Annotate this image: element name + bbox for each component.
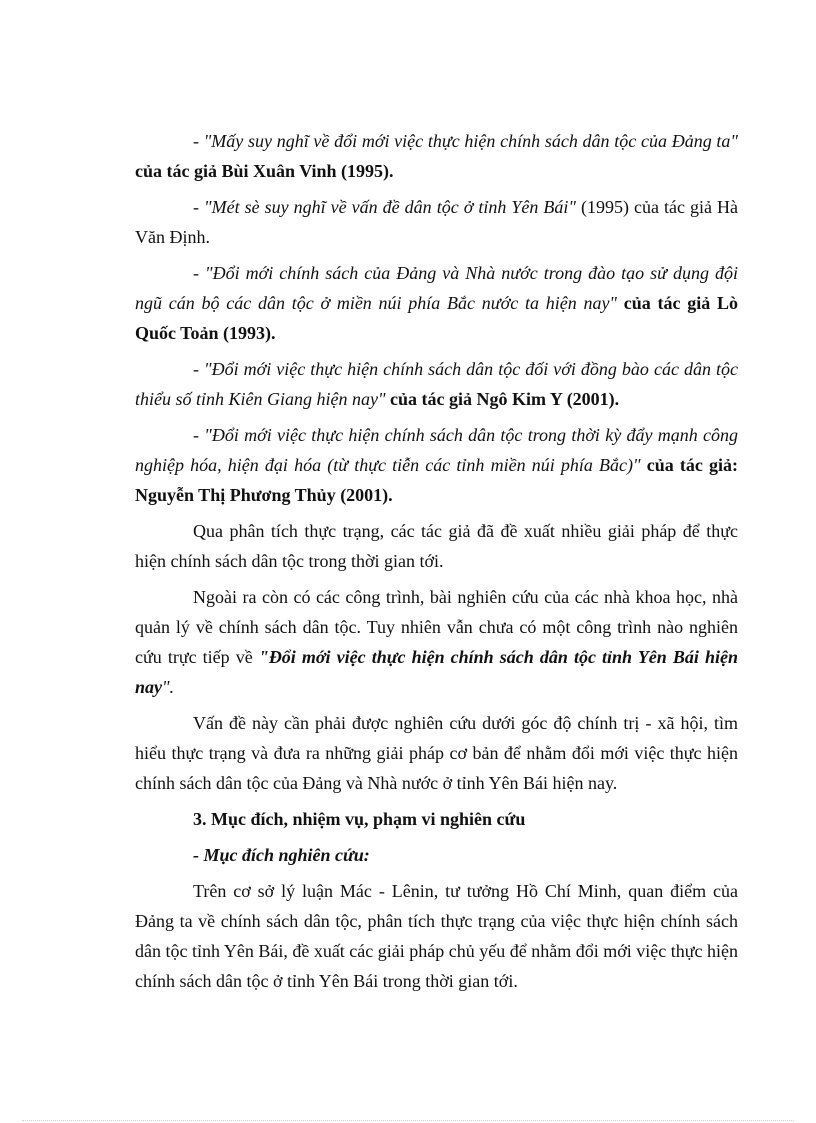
reference-item [135,258,738,348]
section-heading: 3. Mục đích, nhiệm vụ, phạm vi nghiên cứu [193,809,526,829]
quote-mark: " [258,647,269,667]
paragraph-analysis: Qua phân tích thực trạng, các tác giả đã đề xuất nhiều giải pháp để thực hiện chính sách dân tộc trong thời gian tới. [135,521,738,571]
document-page [135,126,738,1002]
ref-author: của tác giả Bùi Xuân Vinh (1995). [135,161,394,181]
reference-item [135,420,738,510]
ref-dash: - [193,131,204,151]
paragraph-other-works [135,582,738,702]
ref-author: của tác giả Ngô Kim Y (2001). [385,389,620,409]
paragraph-research-angle: Vấn đề này cần phải được nghiên cứu dưới góc độ chính trị - xã hội, tìm hiểu thực trạng và đưa ra những giải pháp cơ bản để nhằm đổi mới việc thực hiện chính sách dân tộc của Đảng và Nhà nước ở tỉnh Yên Bái hiện nay. [135,713,738,793]
ref-title: "Mét sè suy nghĩ về vấn đề dân tộc ở tỉnh Yên Bái" [204,197,576,217]
ref-dash: - [193,425,205,445]
ref-title: "Đổi mới việc thực hiện chính sách dân tộc đối với đồng bào các dân tộc thiểu số tỉnh Kiên Giang hiện nay" [135,359,738,409]
ref-author: của tác giả: Nguyễn Thị Phương Thủy (2001). [135,455,738,505]
page-bottom-divider [22,1120,794,1121]
ref-dash: - [193,359,205,379]
ref-title: "Đổi mới việc thực hiện chính sách dân tộc trong thời kỳ đẩy mạnh công nghiệp hóa, hiện đại hóa (từ thực tiễn các tỉnh miền núi phía Bắc)" [135,425,738,475]
ref-dash: - [193,263,206,283]
paragraph-purpose: Trên cơ sở lý luận Mác - Lênin, tư tưởng Hồ Chí Minh, quan điểm của Đảng ta về chính sách dân tộc, phân tích thực trạng của việc thực hiện chính sách dân tộc tỉnh Yên Bái, đề xuất các giải pháp chủ yếu để nhằm đổi mới việc thực hiện chính sách dân tộc ở tỉnh Yên Bái trong thời gian tới. [135,881,738,991]
ref-title: "Đổi mới chính sách của Đảng và Nhà nước trong đào tạo sử dụng đội ngũ cán bộ các dân tộc ở miền núi phía Bắc nước ta hiện nay" [135,263,738,313]
reference-item [135,354,738,414]
ref-dash: - [193,197,205,217]
thesis-title: Đổi mới việc thực hiện chính sách dân tộc tỉnh Yên Bái hiện nay [135,647,738,697]
subsection-heading: - Mục đích nghiên cứu: [193,845,370,865]
paragraph-text: Ngoài ra còn có các công trình, bài nghiên cứu của các nhà khoa học, nhà quản lý về chính sách dân tộc. Tuy nhiên vẫn chưa có một công trình nào nghiên cứu trực tiếp về [135,587,738,667]
ref-title: "Mấy suy nghĩ về đổi mới việc thực hiện chính sách dân tộc của Đảng ta" [203,131,738,151]
ref-author: (1995) của tác giả Hà Văn Định. [135,197,738,247]
reference-item [135,126,738,186]
quote-mark: ". [162,677,175,697]
reference-item [135,192,738,252]
ref-author: của tác giả Lò Quốc Toản (1993). [135,293,738,343]
